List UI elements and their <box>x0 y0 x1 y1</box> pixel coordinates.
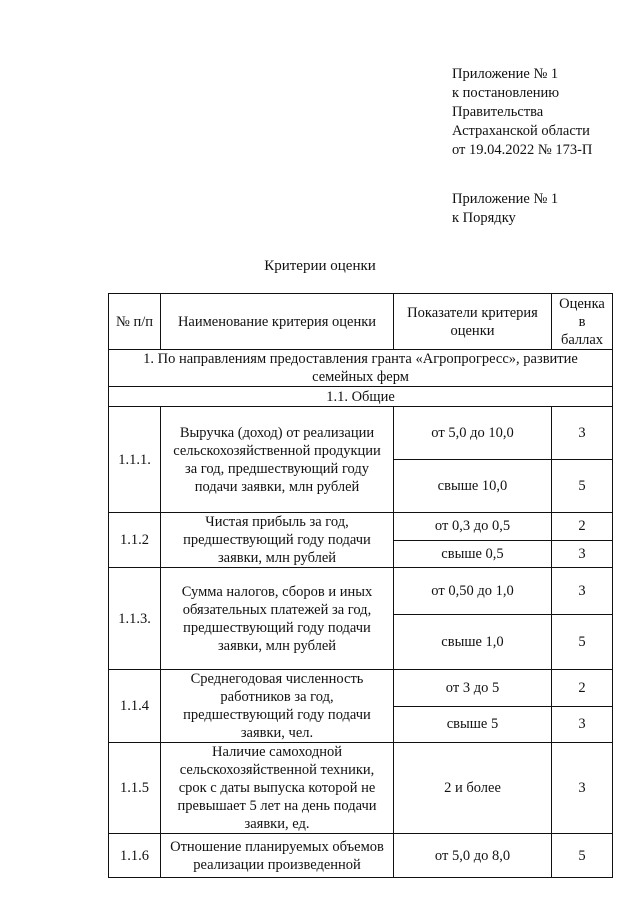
score-cell: 3 <box>552 540 613 568</box>
row-number: 1.1.4 <box>109 670 161 743</box>
table-row <box>109 513 613 541</box>
row-number: 1.1.5 <box>109 743 161 834</box>
appendix-block-1 <box>452 65 592 160</box>
score-cell: 2 <box>552 670 613 707</box>
subsection-title: 1.1. Общие <box>109 387 613 407</box>
appendix-line: Астраханской области <box>452 123 590 139</box>
table-row <box>109 834 613 878</box>
score-cell: 3 <box>552 568 613 615</box>
indicator-cell: свыше 0,5 <box>394 540 552 568</box>
table-row <box>109 407 613 460</box>
appendix-line: к постановлению <box>452 85 560 101</box>
score-cell: 3 <box>552 706 613 743</box>
criterion-name: Среднегодовая численность работников за год, предшествующий году подачи заявки, чел. <box>161 670 394 743</box>
indicator-cell: от 0,50 до 1,0 <box>394 568 552 615</box>
score-cell: 5 <box>552 460 613 513</box>
document-title: Критерии оценки <box>264 258 376 274</box>
table-row <box>109 670 613 707</box>
indicator-cell: от 5,0 до 10,0 <box>394 407 552 460</box>
indicator-cell: свыше 1,0 <box>394 615 552 670</box>
criterion-name: Чистая прибыль за год, предшествующий году подачи заявки, млн рублей <box>161 513 394 568</box>
criterion-name: Наличие самоходной сельскохозяйственной техники, срок с даты выпуска которой не превышает 5 лет на день подачи заявки, ед. <box>161 743 394 834</box>
score-cell: 2 <box>552 513 613 541</box>
row-number: 1.1.3. <box>109 568 161 670</box>
indicator-cell: от 0,3 до 0,5 <box>394 513 552 541</box>
criterion-name: Выручка (доход) от реализации сельскохозяйственной продукции за год, предшествующий году подачи заявки, млн рублей <box>161 407 394 513</box>
table-row <box>109 743 613 834</box>
appendix-block-2 <box>452 190 558 228</box>
header-indicator: Показатели критерия оценки <box>394 294 552 350</box>
score-cell: 3 <box>552 407 613 460</box>
criterion-name: Сумма налогов, сборов и иных обязательных платежей за год, предшествующий году подачи заявки, млн рублей <box>161 568 394 670</box>
row-number: 1.1.6 <box>109 834 161 878</box>
score-cell: 3 <box>552 743 613 834</box>
header-row <box>109 294 613 350</box>
appendix-line: Правительства <box>452 104 544 120</box>
row-number: 1.1.2 <box>109 513 161 568</box>
appendix-line: к Порядку <box>452 210 516 226</box>
indicator-cell: свыше 5 <box>394 706 552 743</box>
row-number: 1.1.1. <box>109 407 161 513</box>
header-score: Оценка в баллах <box>552 294 613 350</box>
appendix-line: от 19.04.2022 № 173-П <box>452 142 593 158</box>
header-number: № п/п <box>109 294 161 350</box>
criterion-name: Отношение планируемых объемов реализации произведенной <box>161 834 394 878</box>
section-title: 1. По направлениям предоставления гранта «Агропрогресс», развитие семейных ферм <box>109 350 613 387</box>
appendix-line: Приложение № 1 <box>452 191 559 207</box>
score-cell: 5 <box>552 615 613 670</box>
criteria-table <box>108 293 613 878</box>
indicator-cell: от 3 до 5 <box>394 670 552 707</box>
table-row <box>109 568 613 615</box>
indicator-cell: 2 и более <box>394 743 552 834</box>
indicator-cell: от 5,0 до 8,0 <box>394 834 552 878</box>
section-row <box>109 350 613 387</box>
score-cell: 5 <box>552 834 613 878</box>
indicator-cell: свыше 10,0 <box>394 460 552 513</box>
appendix-line: Приложение № 1 <box>452 66 559 82</box>
subsection-row <box>109 387 613 407</box>
header-criterion: Наименование критерия оценки <box>161 294 394 350</box>
